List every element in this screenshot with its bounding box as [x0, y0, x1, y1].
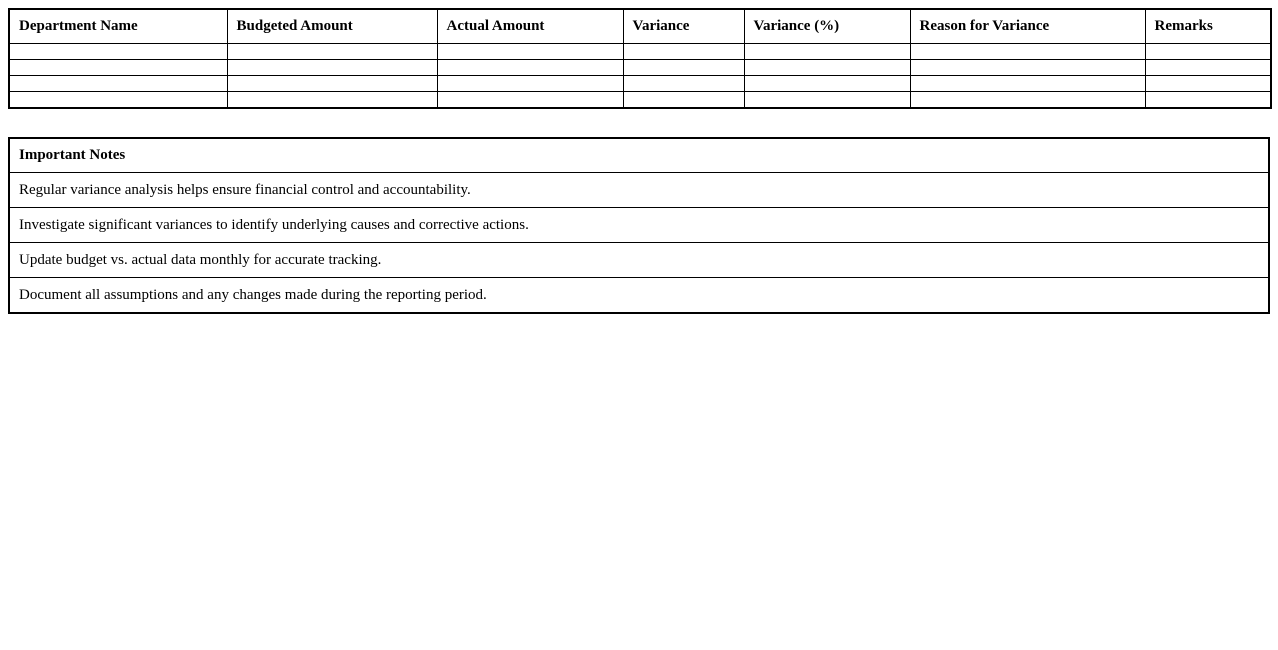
- empty-cell: [623, 92, 744, 109]
- empty-cell: [910, 92, 1145, 109]
- notes-header-row: [9, 138, 1269, 173]
- note-text: Document all assumptions and any changes made during the reporting period.: [9, 278, 1269, 314]
- empty-cell: [9, 44, 227, 60]
- empty-cell: [744, 92, 910, 109]
- empty-cell: [1145, 76, 1271, 92]
- empty-cell: [227, 60, 437, 76]
- note-row: [9, 243, 1269, 278]
- column-header-department-name: Department Name: [9, 9, 227, 44]
- empty-cell: [910, 76, 1145, 92]
- empty-cell: [744, 44, 910, 60]
- note-text: Investigate significant variances to identify underlying causes and corrective actions.: [9, 208, 1269, 243]
- empty-cell: [437, 76, 623, 92]
- table-row: [9, 92, 1271, 109]
- empty-cell: [910, 44, 1145, 60]
- notes-title: Important Notes: [9, 138, 1269, 173]
- empty-cell: [9, 92, 227, 109]
- empty-cell: [623, 60, 744, 76]
- empty-cell: [623, 76, 744, 92]
- empty-cell: [9, 60, 227, 76]
- note-text: Regular variance analysis helps ensure financial control and accountability.: [9, 173, 1269, 208]
- column-header-reason-for-variance: Reason for Variance: [910, 9, 1145, 44]
- empty-cell: [910, 60, 1145, 76]
- budget-table-header: [9, 9, 1271, 44]
- empty-cell: [9, 76, 227, 92]
- column-header-budgeted-amount: Budgeted Amount: [227, 9, 437, 44]
- note-row: [9, 278, 1269, 314]
- important-notes-table: [8, 137, 1270, 314]
- empty-cell: [227, 76, 437, 92]
- column-header-actual-amount: Actual Amount: [437, 9, 623, 44]
- empty-cell: [744, 76, 910, 92]
- budget-table-header-row: [9, 9, 1271, 44]
- empty-cell: [227, 92, 437, 109]
- note-text: Update budget vs. actual data monthly for accurate tracking.: [9, 243, 1269, 278]
- empty-cell: [744, 60, 910, 76]
- empty-cell: [623, 44, 744, 60]
- empty-cell: [1145, 60, 1271, 76]
- table-row: [9, 76, 1271, 92]
- table-row: [9, 60, 1271, 76]
- important-notes-body: [9, 138, 1269, 313]
- empty-cell: [1145, 44, 1271, 60]
- note-row: [9, 173, 1269, 208]
- empty-cell: [437, 92, 623, 109]
- empty-cell: [1145, 92, 1271, 109]
- empty-cell: [437, 44, 623, 60]
- column-header-variance-percent: Variance (%): [744, 9, 910, 44]
- column-header-remarks: Remarks: [1145, 9, 1271, 44]
- budget-table-body: [9, 44, 1271, 109]
- column-header-variance: Variance: [623, 9, 744, 44]
- empty-cell: [437, 60, 623, 76]
- empty-cell: [227, 44, 437, 60]
- budget-variance-table: [8, 8, 1272, 109]
- table-row: [9, 44, 1271, 60]
- note-row: [9, 208, 1269, 243]
